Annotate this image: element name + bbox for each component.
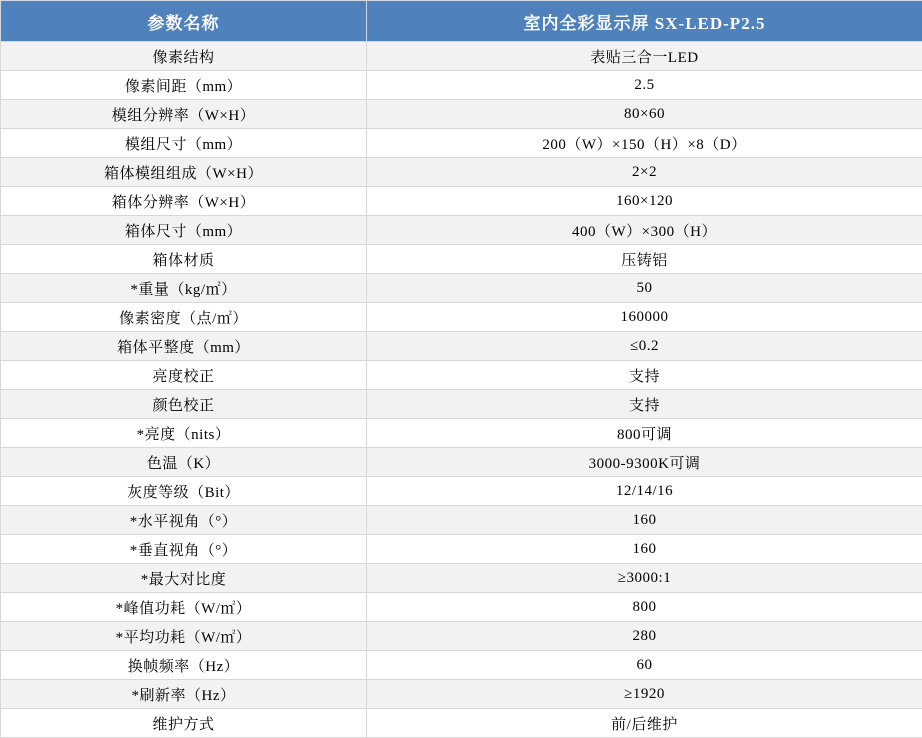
table-row	[1, 448, 922, 477]
table-row	[1, 274, 922, 303]
parameter-name-cell: *水平视角（°）	[1, 506, 367, 535]
parameter-value-cell: 2.5	[367, 71, 922, 100]
parameter-value-cell: ≥3000:1	[367, 564, 922, 593]
parameter-value-cell: 160000	[367, 303, 922, 332]
parameter-name-cell: *亮度（nits）	[1, 419, 367, 448]
parameter-value-cell: 800	[367, 593, 922, 622]
parameter-name-cell: *平均功耗（W/㎡）	[1, 622, 367, 651]
parameter-name-cell: 颜色校正	[1, 390, 367, 419]
table-row	[1, 709, 922, 738]
table-header-row	[1, 1, 922, 42]
parameter-value-cell: 50	[367, 274, 922, 303]
parameter-value-cell: ≥1920	[367, 680, 922, 709]
parameter-value-cell: 压铸铝	[367, 245, 922, 274]
parameter-value-cell: 800可调	[367, 419, 922, 448]
table-header	[1, 1, 922, 42]
column-header-parameter-name: 参数名称	[1, 1, 367, 42]
parameter-name-cell: 换帧频率（Hz）	[1, 651, 367, 680]
parameter-value-cell: 3000-9300K可调	[367, 448, 922, 477]
table-row	[1, 419, 922, 448]
table-row	[1, 361, 922, 390]
parameter-name-cell: *最大对比度	[1, 564, 367, 593]
parameter-value-cell: 60	[367, 651, 922, 680]
parameter-name-cell: 模组分辨率（W×H）	[1, 100, 367, 129]
parameter-value-cell: 280	[367, 622, 922, 651]
table-row	[1, 622, 922, 651]
parameter-value-cell: 12/14/16	[367, 477, 922, 506]
parameter-name-cell: 箱体尺寸（mm）	[1, 216, 367, 245]
table-row	[1, 593, 922, 622]
table-row	[1, 158, 922, 187]
table-row	[1, 651, 922, 680]
table-row	[1, 390, 922, 419]
parameter-name-cell: 色温（K）	[1, 448, 367, 477]
parameter-value-cell: 支持	[367, 361, 922, 390]
parameter-value-cell: 支持	[367, 390, 922, 419]
parameter-value-cell: 400（W）×300（H）	[367, 216, 922, 245]
parameter-name-cell: 亮度校正	[1, 361, 367, 390]
parameter-name-cell: 像素密度（点/㎡）	[1, 303, 367, 332]
parameter-value-cell: 2×2	[367, 158, 922, 187]
table-row	[1, 129, 922, 158]
parameter-name-cell: 灰度等级（Bit）	[1, 477, 367, 506]
table-row	[1, 245, 922, 274]
table-row	[1, 187, 922, 216]
parameter-name-cell: 维护方式	[1, 709, 367, 738]
table-row	[1, 564, 922, 593]
parameter-value-cell: 160×120	[367, 187, 922, 216]
table-row	[1, 42, 922, 71]
table-row	[1, 477, 922, 506]
parameter-name-cell: 像素结构	[1, 42, 367, 71]
parameter-name-cell: 箱体分辨率（W×H）	[1, 187, 367, 216]
parameter-name-cell: 模组尺寸（mm）	[1, 129, 367, 158]
column-header-product-model: 室内全彩显示屏 SX-LED-P2.5	[367, 1, 922, 42]
table-body	[1, 42, 922, 738]
parameter-value-cell: 160	[367, 535, 922, 564]
parameter-name-cell: *垂直视角（°）	[1, 535, 367, 564]
table-row	[1, 216, 922, 245]
table-row	[1, 680, 922, 709]
parameter-name-cell: 像素间距（mm）	[1, 71, 367, 100]
table-row	[1, 535, 922, 564]
parameter-name-cell: 箱体材质	[1, 245, 367, 274]
parameter-value-cell: 200（W）×150（H）×8（D）	[367, 129, 922, 158]
parameter-name-cell: *刷新率（Hz）	[1, 680, 367, 709]
parameter-value-cell: 160	[367, 506, 922, 535]
parameter-name-cell: 箱体平整度（mm）	[1, 332, 367, 361]
parameter-name-cell: *峰值功耗（W/㎡）	[1, 593, 367, 622]
parameter-name-cell: *重量（kg/㎡）	[1, 274, 367, 303]
table-row	[1, 332, 922, 361]
parameter-value-cell: ≤0.2	[367, 332, 922, 361]
table-row	[1, 71, 922, 100]
table-row	[1, 303, 922, 332]
parameter-name-cell: 箱体模组组成（W×H）	[1, 158, 367, 187]
table-row	[1, 100, 922, 129]
parameter-value-cell: 表贴三合一LED	[367, 42, 922, 71]
table-row	[1, 506, 922, 535]
parameter-value-cell: 前/后维护	[367, 709, 922, 738]
parameter-value-cell: 80×60	[367, 100, 922, 129]
